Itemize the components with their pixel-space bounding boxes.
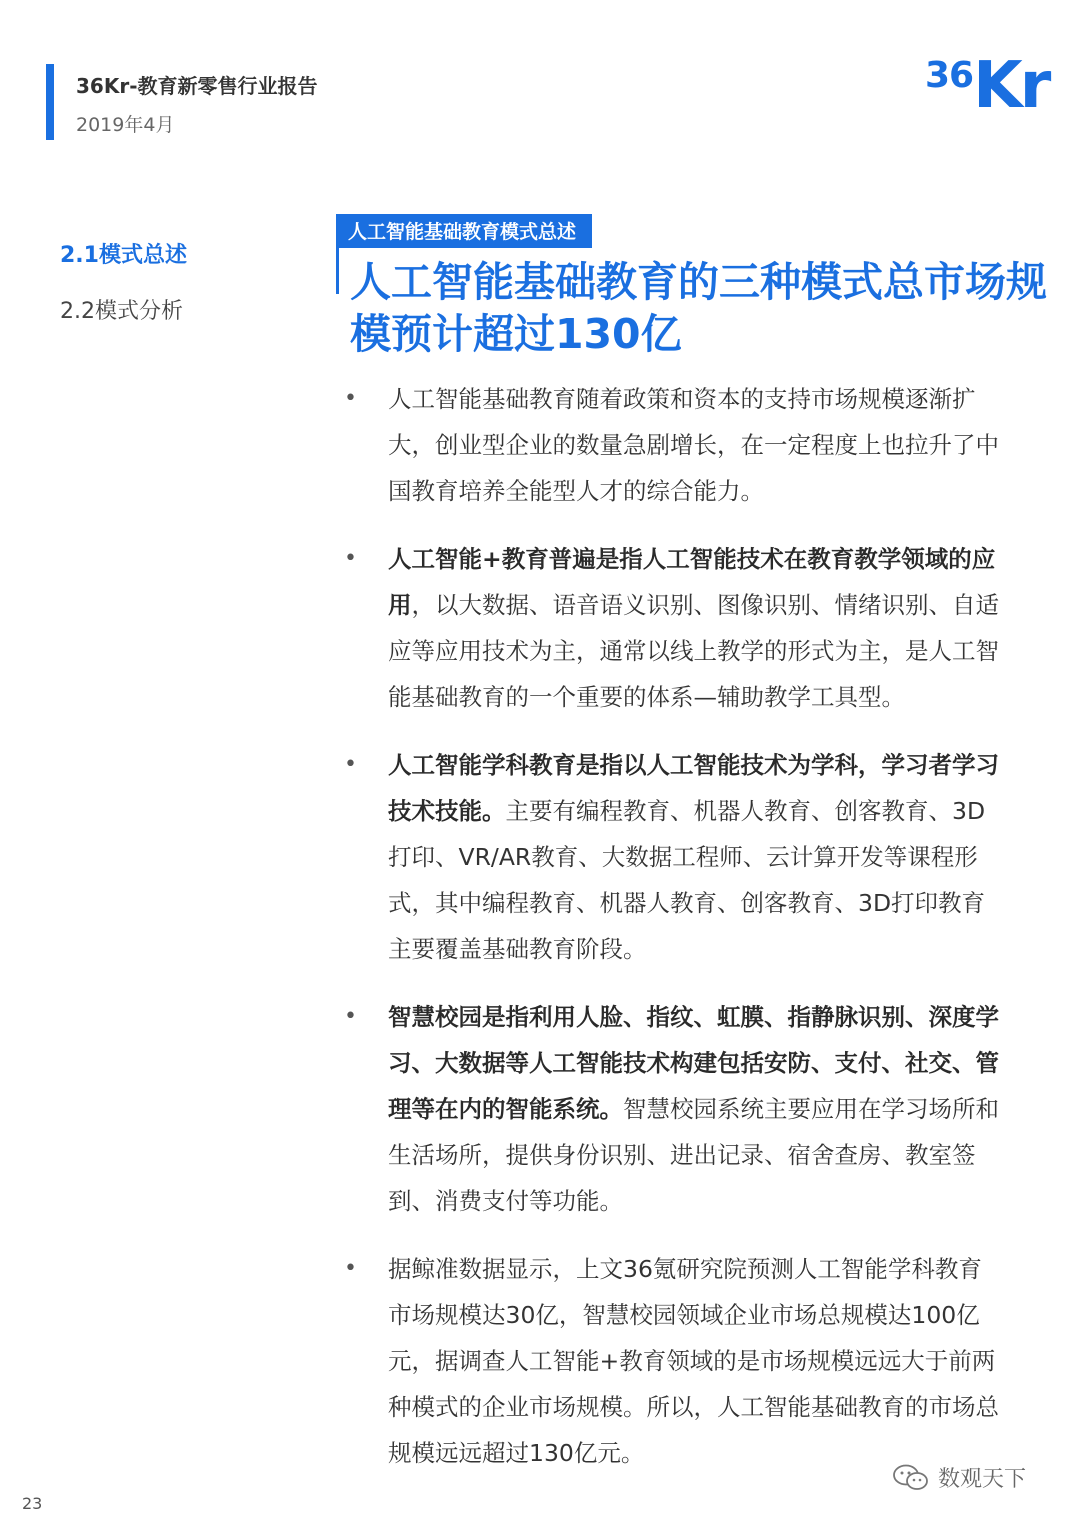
bullet-dot: • bbox=[344, 1004, 357, 1029]
brand-logo bbox=[925, 49, 1049, 123]
logo-part-1: 36 bbox=[925, 55, 974, 96]
bullet-item bbox=[340, 536, 1000, 720]
page-headline: 人工智能基础教育的三种模式总市场规模预计超过130亿 bbox=[350, 258, 1047, 358]
sidebar-item-2-1[interactable]: 2.1模式总述 bbox=[60, 243, 187, 268]
watermark-text: 数观天下 bbox=[938, 1467, 1027, 1492]
bullet-item bbox=[340, 742, 1000, 972]
bullet-text: 据鲸准数据显示，上文36氪研究院预测人工智能学科教育市场规模达30亿，智慧校园领域企业市场总规模达100亿元，据调查人工智能+教育领域的是市场规模远远大于前两种模式的企业市场规模。所以，人工智能基础教育的市场总规模远远超过130亿元。 bbox=[388, 1255, 999, 1467]
headline-rule bbox=[336, 246, 339, 294]
bullet-item bbox=[340, 1246, 1000, 1476]
watermark bbox=[892, 1462, 1026, 1493]
logo-part-2: Kr bbox=[973, 49, 1049, 123]
sidebar-item-2-2[interactable]: 2.2模式分析 bbox=[60, 299, 183, 324]
bullet-dot: • bbox=[344, 752, 357, 777]
bullet-text: 智慧校园系统主要应用在学习场所和生活场所，提供身份识别、进出记录、宿舍查房、教室签到、消费支付等功能。 bbox=[388, 1095, 999, 1215]
bullet-dot: • bbox=[344, 1256, 357, 1281]
report-title: 36Kr-教育新零售行业报告 bbox=[76, 74, 318, 98]
bullet-dot: • bbox=[344, 546, 357, 571]
bullet-bold-text: 人工智能+教育普遍是指人工智能技术在教育教学领域的应用 bbox=[388, 545, 996, 619]
section-tag: 人工智能基础教育模式总述 bbox=[336, 214, 592, 248]
wechat-icon bbox=[892, 1463, 930, 1493]
bullet-bold-text: 智慧校园是指利用人脸、指纹、虹膜、指静脉识别、深度学习、大数据等人工智能技术构建包括安防、支付、社交、管理等在内的智能系统。 bbox=[388, 1003, 999, 1123]
bullet-text: 主要有编程教育、机器人教育、创客教育、3D打印、VR/AR教育、大数据工程师、云计算开发等课程形式，其中编程教育、机器人教育、创客教育、3D打印教育主要覆盖基础教育阶段。 bbox=[388, 797, 986, 963]
bullet-list bbox=[340, 376, 1000, 1498]
bullet-bold-text: 人工智能学科教育是指以人工智能技术为学科，学习者学习技术技能。 bbox=[388, 751, 999, 825]
bullet-item bbox=[340, 376, 1000, 514]
bullet-dot: • bbox=[344, 386, 357, 411]
bullet-text: 人工智能基础教育随着政策和资本的支持市场规模逐渐扩大，创业型企业的数量急剧增长，在一定程度上也拉升了中国教育培养全能型人才的综合能力。 bbox=[388, 385, 999, 505]
report-date: 2019年4月 bbox=[76, 114, 175, 136]
bullet-item bbox=[340, 994, 1000, 1224]
bullet-text: ，以大数据、语音语义识别、图像识别、情绪识别、自适应等应用技术为主，通常以线上教学的形式为主，是人工智能基础教育的一个重要的体系—辅助教学工具型。 bbox=[388, 591, 999, 711]
page-number: 23 bbox=[22, 1494, 43, 1513]
header-accent-bar bbox=[46, 64, 54, 140]
